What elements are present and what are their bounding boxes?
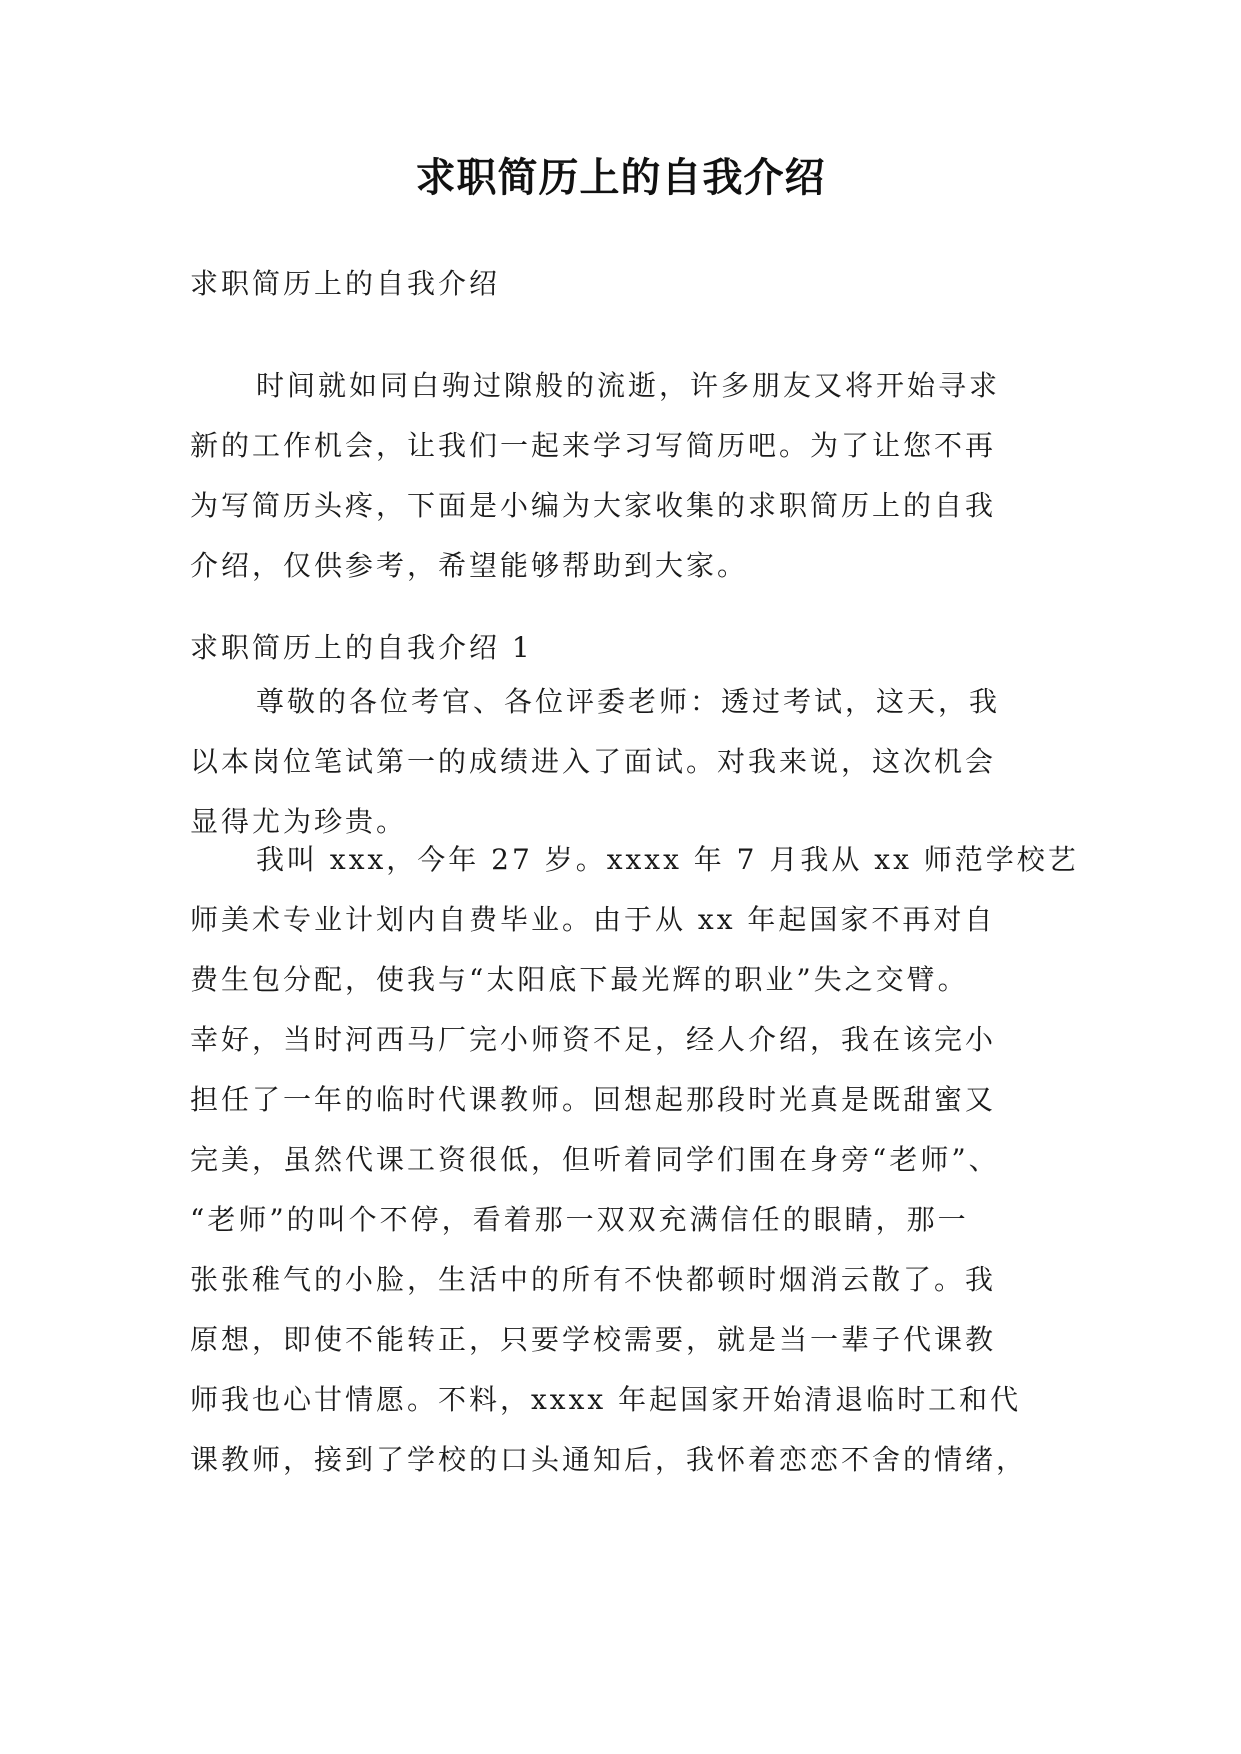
paragraph-line: 张张稚气的小脸，生活中的所有不快都顿时烟消云散了。我 [190,1263,997,1296]
section-heading: 求职简历上的自我介绍 1 [190,631,533,664]
paragraph-line: 课教师，接到了学校的口头通知后，我怀着恋恋不舍的情绪， [190,1443,1028,1476]
document-title: 求职简历上的自我介绍 [415,155,826,201]
section-heading-block [190,618,1090,678]
paragraph-1 [190,672,1090,852]
paragraph-line: 显得尤为珍贵。 [190,805,408,838]
paragraph-line: 师美术专业计划内自费毕业。由于从 xx 年起国家不再对自 [190,903,996,936]
paragraph-2 [190,830,1090,1490]
intro-line: 介绍，仅供参考，希望能够帮助到大家。 [190,549,749,582]
intro-line: 新的工作机会，让我们一起来学习写简历吧。为了让您不再 [190,429,997,462]
document-subtitle: 求职简历上的自我介绍 [190,267,501,300]
intro-line: 为写简历头疼，下面是小编为大家收集的求职简历上的自我 [190,489,997,522]
paragraph-line: 尊敬的各位考官、各位评委老师：透过考试，这天，我 [256,685,1001,718]
intro-paragraph [190,356,1090,596]
paragraph-line: 幸好，当时河西马厂完小师资不足，经人介绍，我在该完小 [190,1023,997,1056]
paragraph-line: 以本岗位笔试第一的成绩进入了面试。对我来说，这次机会 [190,745,997,778]
document-subtitle-block [190,254,1090,314]
paragraph-line: 担任了一年的临时代课教师。回想起那段时光真是既甜蜜又 [190,1083,997,1116]
paragraph-line: 原想，即使不能转正，只要学校需要，就是当一辈子代课教 [190,1323,997,1356]
paragraph-line: “老师”的叫个不停，看着那一双双充满信任的眼睛，那一 [190,1203,969,1236]
paragraph-line: 我叫 xxx，今年 27 岁。xxxx 年 7 月我从 xx 师范学校艺 [256,843,1079,876]
paragraph-line: 完美，虽然代课工资很低，但听着同学们围在身旁“老师”、 [190,1143,1000,1176]
paragraph-line: 费生包分配，使我与“太阳底下最光辉的职业”失之交臂。 [190,963,969,996]
intro-line: 时间就如同白驹过隙般的流逝，许多朋友又将开始寻求 [256,369,1001,402]
paragraph-line: 师我也心甘情愿。不料，xxxx 年起国家开始清退临时工和代 [190,1383,1022,1416]
